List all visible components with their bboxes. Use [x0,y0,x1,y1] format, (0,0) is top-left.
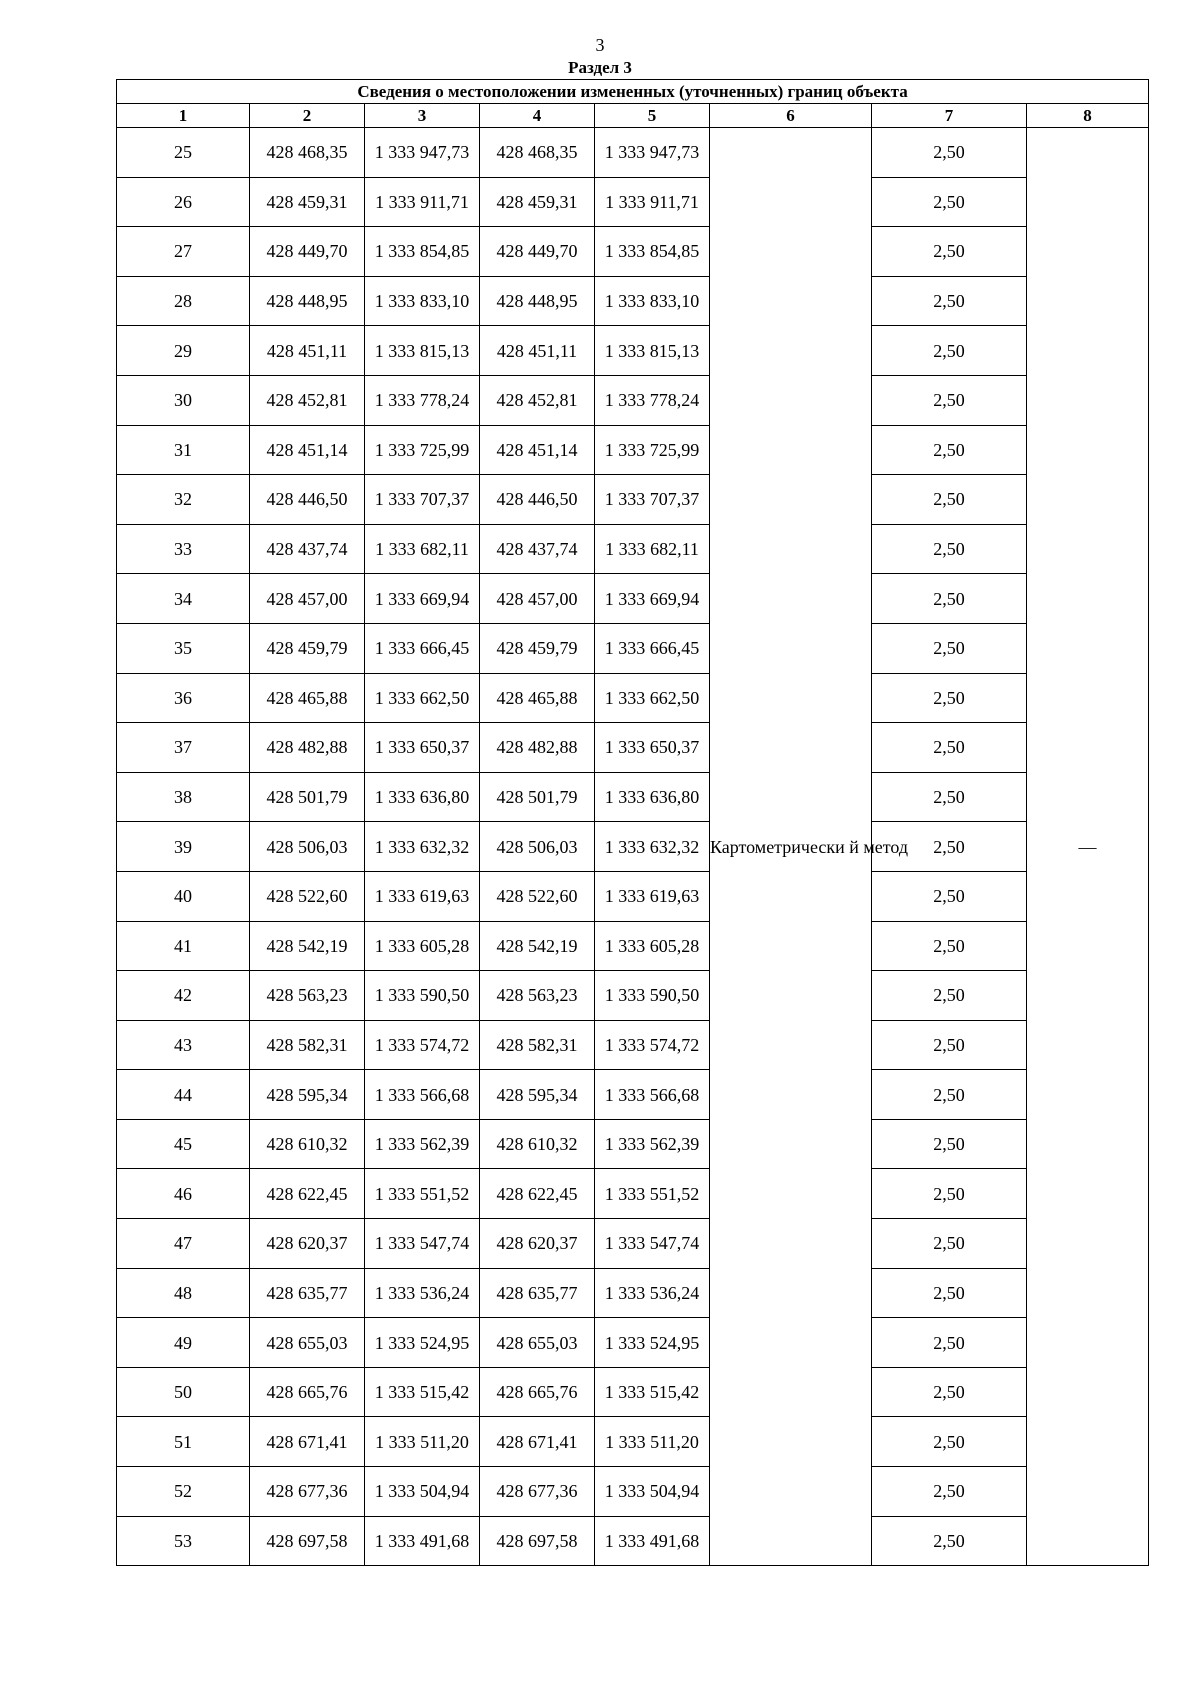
table-row [117,375,1149,425]
x-new-cell: 428 459,31 [480,177,595,227]
x-new-cell: 428 563,23 [480,971,595,1021]
accuracy-cell: 2,50 [872,276,1027,326]
table-row [117,276,1149,326]
x-existing-cell: 428 563,23 [250,971,365,1021]
y-new-cell: 1 333 511,20 [595,1417,710,1467]
x-existing-cell: 428 610,32 [250,1119,365,1169]
x-new-cell: 428 501,79 [480,772,595,822]
y-existing-cell: 1 333 632,32 [365,822,480,872]
y-existing-cell: 1 333 815,13 [365,326,480,376]
table-row [117,673,1149,723]
table-row [117,425,1149,475]
x-existing-cell: 428 671,41 [250,1417,365,1467]
point-number-cell: 41 [117,921,250,971]
y-existing-cell: 1 333 662,50 [365,673,480,723]
y-existing-cell: 1 333 947,73 [365,128,480,178]
accuracy-cell: 2,50 [872,326,1027,376]
y-existing-cell: 1 333 650,37 [365,723,480,773]
point-number-cell: 52 [117,1467,250,1517]
x-new-cell: 428 635,77 [480,1268,595,1318]
x-existing-cell: 428 582,31 [250,1020,365,1070]
point-number-cell: 53 [117,1516,250,1566]
point-number-cell: 50 [117,1367,250,1417]
point-number-cell: 28 [117,276,250,326]
x-existing-cell: 428 452,81 [250,375,365,425]
y-new-cell: 1 333 590,50 [595,971,710,1021]
y-new-cell: 1 333 666,45 [595,623,710,673]
x-existing-cell: 428 451,11 [250,326,365,376]
y-new-cell: 1 333 547,74 [595,1219,710,1269]
x-new-cell: 428 655,03 [480,1318,595,1368]
y-existing-cell: 1 333 590,50 [365,971,480,1021]
x-new-cell: 428 457,00 [480,574,595,624]
x-new-cell: 428 522,60 [480,871,595,921]
table-row [117,1119,1149,1169]
y-new-cell: 1 333 947,73 [595,128,710,178]
accuracy-cell: 2,50 [872,723,1027,773]
boundary-coordinates-table [116,79,1149,1566]
table-row [117,822,1149,872]
page-number: 3 [595,35,605,55]
table-row [117,177,1149,227]
y-new-cell: 1 333 566,68 [595,1070,710,1120]
x-new-cell: 428 595,34 [480,1070,595,1120]
x-new-cell: 428 465,88 [480,673,595,723]
x-new-cell: 428 449,70 [480,227,595,277]
column-number: 5 [595,104,710,128]
y-new-cell: 1 333 650,37 [595,723,710,773]
y-existing-cell: 1 333 707,37 [365,475,480,525]
column-number-row [117,104,1149,128]
y-new-cell: 1 333 707,37 [595,475,710,525]
x-existing-cell: 428 459,31 [250,177,365,227]
accuracy-cell: 2,50 [872,1318,1027,1368]
x-existing-cell: 428 595,34 [250,1070,365,1120]
x-existing-cell: 428 437,74 [250,524,365,574]
accuracy-cell: 2,50 [872,1467,1027,1517]
accuracy-cell: 2,50 [872,425,1027,475]
accuracy-cell: 2,50 [872,1070,1027,1120]
table-row [117,227,1149,277]
accuracy-cell: 2,50 [872,475,1027,525]
x-new-cell: 428 446,50 [480,475,595,525]
x-existing-cell: 428 542,19 [250,921,365,971]
accuracy-cell: 2,50 [872,1020,1027,1070]
y-new-cell: 1 333 662,50 [595,673,710,723]
y-new-cell: 1 333 504,94 [595,1467,710,1517]
point-number-cell: 43 [117,1020,250,1070]
x-new-cell: 428 437,74 [480,524,595,574]
point-number-cell: 47 [117,1219,250,1269]
y-existing-cell: 1 333 547,74 [365,1219,480,1269]
x-new-cell: 428 452,81 [480,375,595,425]
section-title: Раздел 3 [568,58,632,77]
y-existing-cell: 1 333 566,68 [365,1070,480,1120]
point-number-cell: 27 [117,227,250,277]
x-existing-cell: 428 655,03 [250,1318,365,1368]
y-existing-cell: 1 333 605,28 [365,921,480,971]
x-existing-cell: 428 620,37 [250,1219,365,1269]
point-number-cell: 38 [117,772,250,822]
y-new-cell: 1 333 562,39 [595,1119,710,1169]
accuracy-cell: 2,50 [872,1169,1027,1219]
column-number: 8 [1027,104,1149,128]
x-existing-cell: 428 635,77 [250,1268,365,1318]
table-row [117,871,1149,921]
point-number-cell: 39 [117,822,250,872]
x-new-cell: 428 451,14 [480,425,595,475]
table-row [117,1020,1149,1070]
y-new-cell: 1 333 636,80 [595,772,710,822]
point-number-cell: 33 [117,524,250,574]
y-existing-cell: 1 333 636,80 [365,772,480,822]
accuracy-cell: 2,50 [872,921,1027,971]
y-new-cell: 1 333 491,68 [595,1516,710,1566]
y-existing-cell: 1 333 911,71 [365,177,480,227]
accuracy-cell: 2,50 [872,574,1027,624]
y-new-cell: 1 333 574,72 [595,1020,710,1070]
table-row [117,1467,1149,1517]
y-new-cell: 1 333 536,24 [595,1268,710,1318]
point-number-cell: 37 [117,723,250,773]
point-number-cell: 30 [117,375,250,425]
accuracy-cell: 2,50 [872,822,1027,872]
y-existing-cell: 1 333 504,94 [365,1467,480,1517]
y-new-cell: 1 333 619,63 [595,871,710,921]
table-row [117,1169,1149,1219]
table-row [117,772,1149,822]
accuracy-cell: 2,50 [872,1268,1027,1318]
table-row [117,1318,1149,1368]
y-existing-cell: 1 333 619,63 [365,871,480,921]
accuracy-cell: 2,50 [872,673,1027,723]
point-number-cell: 34 [117,574,250,624]
accuracy-cell: 2,50 [872,1219,1027,1269]
point-number-cell: 25 [117,128,250,178]
x-new-cell: 428 582,31 [480,1020,595,1070]
x-existing-cell: 428 501,79 [250,772,365,822]
y-new-cell: 1 333 682,11 [595,524,710,574]
table-row [117,623,1149,673]
y-new-cell: 1 333 515,42 [595,1367,710,1417]
x-existing-cell: 428 446,50 [250,475,365,525]
column-number: 7 [872,104,1027,128]
column-number: 4 [480,104,595,128]
accuracy-cell: 2,50 [872,524,1027,574]
accuracy-cell: 2,50 [872,1367,1027,1417]
point-number-cell: 44 [117,1070,250,1120]
method-cell: Картометрически й метод [710,128,872,1566]
y-existing-cell: 1 333 778,24 [365,375,480,425]
column-number: 2 [250,104,365,128]
table-title: Сведения о местоположении измененных (уточненных) границ объекта [117,80,1149,104]
column-8-cell: — [1027,128,1149,1566]
x-existing-cell: 428 457,00 [250,574,365,624]
y-existing-cell: 1 333 666,45 [365,623,480,673]
point-number-cell: 51 [117,1417,250,1467]
x-new-cell: 428 506,03 [480,822,595,872]
x-new-cell: 428 468,35 [480,128,595,178]
table-row [117,326,1149,376]
point-number-cell: 48 [117,1268,250,1318]
x-new-cell: 428 622,45 [480,1169,595,1219]
column-number: 1 [117,104,250,128]
y-existing-cell: 1 333 491,68 [365,1516,480,1566]
x-new-cell: 428 671,41 [480,1417,595,1467]
accuracy-cell: 2,50 [872,1417,1027,1467]
point-number-cell: 26 [117,177,250,227]
x-existing-cell: 428 697,58 [250,1516,365,1566]
x-existing-cell: 428 468,35 [250,128,365,178]
y-existing-cell: 1 333 515,42 [365,1367,480,1417]
x-new-cell: 428 542,19 [480,921,595,971]
accuracy-cell: 2,50 [872,1516,1027,1566]
x-existing-cell: 428 451,14 [250,425,365,475]
accuracy-cell: 2,50 [872,971,1027,1021]
table-body [117,128,1149,1566]
y-new-cell: 1 333 524,95 [595,1318,710,1368]
column-number: 3 [365,104,480,128]
y-existing-cell: 1 333 574,72 [365,1020,480,1070]
x-existing-cell: 428 506,03 [250,822,365,872]
y-existing-cell: 1 333 562,39 [365,1119,480,1169]
x-existing-cell: 428 677,36 [250,1467,365,1517]
accuracy-cell: 2,50 [872,375,1027,425]
x-existing-cell: 428 522,60 [250,871,365,921]
y-existing-cell: 1 333 536,24 [365,1268,480,1318]
y-new-cell: 1 333 551,52 [595,1169,710,1219]
table-row [117,574,1149,624]
x-new-cell: 428 482,88 [480,723,595,773]
x-existing-cell: 428 449,70 [250,227,365,277]
y-existing-cell: 1 333 669,94 [365,574,480,624]
point-number-cell: 45 [117,1119,250,1169]
point-number-cell: 29 [117,326,250,376]
x-existing-cell: 428 459,79 [250,623,365,673]
table-row [117,1516,1149,1566]
x-new-cell: 428 677,36 [480,1467,595,1517]
x-new-cell: 428 451,11 [480,326,595,376]
y-new-cell: 1 333 605,28 [595,921,710,971]
y-existing-cell: 1 333 833,10 [365,276,480,326]
y-existing-cell: 1 333 551,52 [365,1169,480,1219]
y-existing-cell: 1 333 725,99 [365,425,480,475]
point-number-cell: 49 [117,1318,250,1368]
point-number-cell: 42 [117,971,250,1021]
y-existing-cell: 1 333 524,95 [365,1318,480,1368]
x-new-cell: 428 665,76 [480,1367,595,1417]
table-row [117,723,1149,773]
y-new-cell: 1 333 854,85 [595,227,710,277]
accuracy-cell: 2,50 [872,623,1027,673]
accuracy-cell: 2,50 [872,128,1027,178]
x-new-cell: 428 459,79 [480,623,595,673]
x-existing-cell: 428 448,95 [250,276,365,326]
y-new-cell: 1 333 778,24 [595,375,710,425]
y-existing-cell: 1 333 854,85 [365,227,480,277]
table-row [117,524,1149,574]
point-number-cell: 40 [117,871,250,921]
y-new-cell: 1 333 669,94 [595,574,710,624]
point-number-cell: 46 [117,1169,250,1219]
point-number-cell: 32 [117,475,250,525]
x-new-cell: 428 448,95 [480,276,595,326]
table-row [117,475,1149,525]
x-new-cell: 428 620,37 [480,1219,595,1269]
table-row [117,1219,1149,1269]
accuracy-cell: 2,50 [872,227,1027,277]
x-existing-cell: 428 622,45 [250,1169,365,1219]
accuracy-cell: 2,50 [872,772,1027,822]
table-title-row [117,80,1149,104]
accuracy-cell: 2,50 [872,871,1027,921]
y-new-cell: 1 333 911,71 [595,177,710,227]
y-existing-cell: 1 333 682,11 [365,524,480,574]
table-row [117,1367,1149,1417]
table-row [117,971,1149,1021]
point-number-cell: 35 [117,623,250,673]
table-row [117,128,1149,178]
table-row [117,1268,1149,1318]
point-number-cell: 31 [117,425,250,475]
x-existing-cell: 428 465,88 [250,673,365,723]
y-new-cell: 1 333 833,10 [595,276,710,326]
accuracy-cell: 2,50 [872,177,1027,227]
y-existing-cell: 1 333 511,20 [365,1417,480,1467]
table-row [117,921,1149,971]
x-existing-cell: 428 665,76 [250,1367,365,1417]
point-number-cell: 36 [117,673,250,723]
accuracy-cell: 2,50 [872,1119,1027,1169]
y-new-cell: 1 333 725,99 [595,425,710,475]
y-new-cell: 1 333 815,13 [595,326,710,376]
x-new-cell: 428 697,58 [480,1516,595,1566]
x-existing-cell: 428 482,88 [250,723,365,773]
table-row [117,1070,1149,1120]
table-row [117,1417,1149,1467]
y-new-cell: 1 333 632,32 [595,822,710,872]
column-number: 6 [710,104,872,128]
x-new-cell: 428 610,32 [480,1119,595,1169]
